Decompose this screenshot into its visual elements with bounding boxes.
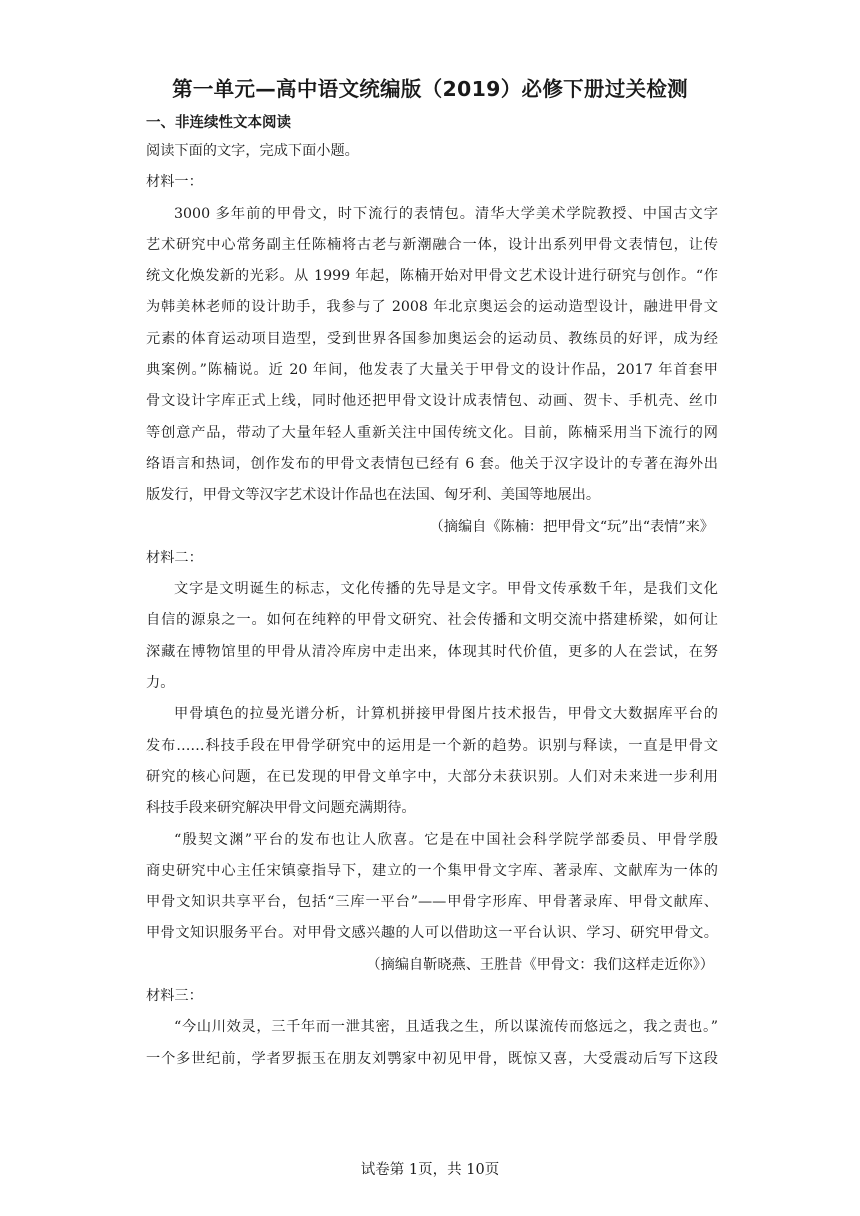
text-line: 自信的源泉之一。如何在纯粹的甲骨文研究、社会传播和文明交流中搭建桥梁，如何让	[146, 612, 718, 629]
material-1-source: （摘编自《陈楠：把甲骨文“玩”出“表情”来》	[429, 518, 714, 535]
material-3-label: 材料三：	[146, 988, 203, 1005]
section-heading: 一、非连续性文本阅读	[146, 115, 291, 131]
material-2-paragraph-1	[146, 574, 718, 699]
document-body	[146, 136, 718, 1075]
text-line: 文字是文明诞生的标志，文化传播的先导是文字。甲骨文传承数千年，是我们文化	[174, 581, 718, 598]
text-line: 研究的核心问题，在已发现的甲骨文单字中，大部分未获识别。人们对未来进一步利用	[146, 768, 718, 785]
material-2-paragraph-2	[146, 699, 718, 824]
text-line: 络语言和热词，创作发布的甲骨文表情包已经有 6 套。他关于汉字设计的专著在海外出	[146, 455, 718, 472]
text-line: 力。	[146, 675, 175, 692]
text-line: 版发行，甲骨文等汉字艺术设计作品也在法国、匈牙利、美国等地展出。	[146, 487, 601, 504]
text-line: 商史研究中心主任宋镇豪指导下，建立的一个集甲骨文字库、著录库、文献库为一体的	[146, 862, 718, 879]
text-line: 为韩美林老师的设计助手，我参与了 2008 年北京奥运会的运动造型设计，融进甲骨文	[146, 299, 718, 316]
text-line: 统文化焕发新的光彩。从 1999 年起，陈楠开始对甲骨文艺术设计进行研究与创作。“作	[146, 268, 718, 285]
material-2-paragraph-3	[146, 825, 718, 950]
text-line: “今山川效灵，三千年而一泄其密，且适我之生，所以谋流传而悠远之，我之责也。”	[174, 1019, 718, 1036]
text-line: 深藏在博物馆里的甲骨从清冷库房中走出来，体现其时代价值，更多的人在尝试，在努	[146, 643, 718, 660]
text-line: 甲骨文知识共享平台，包括“三库一平台”——甲骨字形库、甲骨著录库、甲骨文献库、	[146, 894, 718, 911]
text-line: 科技手段来研究解决甲骨文问题充满期待。	[146, 800, 416, 817]
text-line: 甲骨文知识服务平台。对甲骨文感兴趣的人可以借助这一平台认识、学习、研究甲骨文。	[146, 925, 718, 942]
instruction-text: 阅读下面的文字，完成下面小题。	[146, 143, 359, 159]
page-footer: 试卷第 1页，共 10页	[360, 1162, 500, 1178]
material-1-label: 材料一：	[146, 174, 203, 191]
text-line: 3000 多年前的甲骨文，时下流行的表情包。清华大学美术学院教授、中国古文字	[174, 205, 718, 222]
material-2-source: （摘编自靳晓燕、王胜昔《甲骨文：我们这样走近你》）	[366, 956, 714, 973]
text-line: 等创意产品，带动了大量年轻人重新关注中国传统文化。目前，陈楠采用当下流行的网	[146, 424, 718, 441]
text-line: 艺术研究中心常务副主任陈楠将古老与新潮融合一体，设计出系列甲骨文表情包，让传	[146, 236, 718, 253]
material-2-label: 材料二：	[146, 549, 203, 566]
text-line: 甲骨填色的拉曼光谱分析，计算机拼接甲骨图片技术报告，甲骨文大数据库平台的	[174, 706, 718, 723]
text-line: “殷契文渊”平台的发布也让人欣喜。它是在中国社会科学院学部委员、甲骨学殷	[174, 831, 718, 848]
text-line: 发布……科技手段在甲骨学研究中的运用是一个新的趋势。识别与释读，一直是甲骨文	[146, 737, 718, 754]
text-line: 元素的体育运动项目造型，受到世界各国参加奥运会的运动员、教练员的好评，成为经	[146, 330, 718, 347]
document-title: 第一单元—高中语文统编版（2019）必修下册过关检测	[172, 77, 688, 101]
text-line: 一个多世纪前，学者罗振玉在朋友刘鹗家中初见甲骨，既惊又喜，大受震动后写下这段	[146, 1050, 718, 1067]
material-1-paragraph	[146, 199, 718, 512]
text-line: 典案例。”陈楠说。近 20 年间，他发表了大量关于甲骨文的设计作品，2017 年首套甲	[146, 362, 718, 379]
material-3-paragraph	[146, 1012, 718, 1075]
text-line: 骨文设计字库正式上线，同时他还把甲骨文设计成表情包、动画、贺卡、手机壳、丝巾	[146, 393, 718, 410]
